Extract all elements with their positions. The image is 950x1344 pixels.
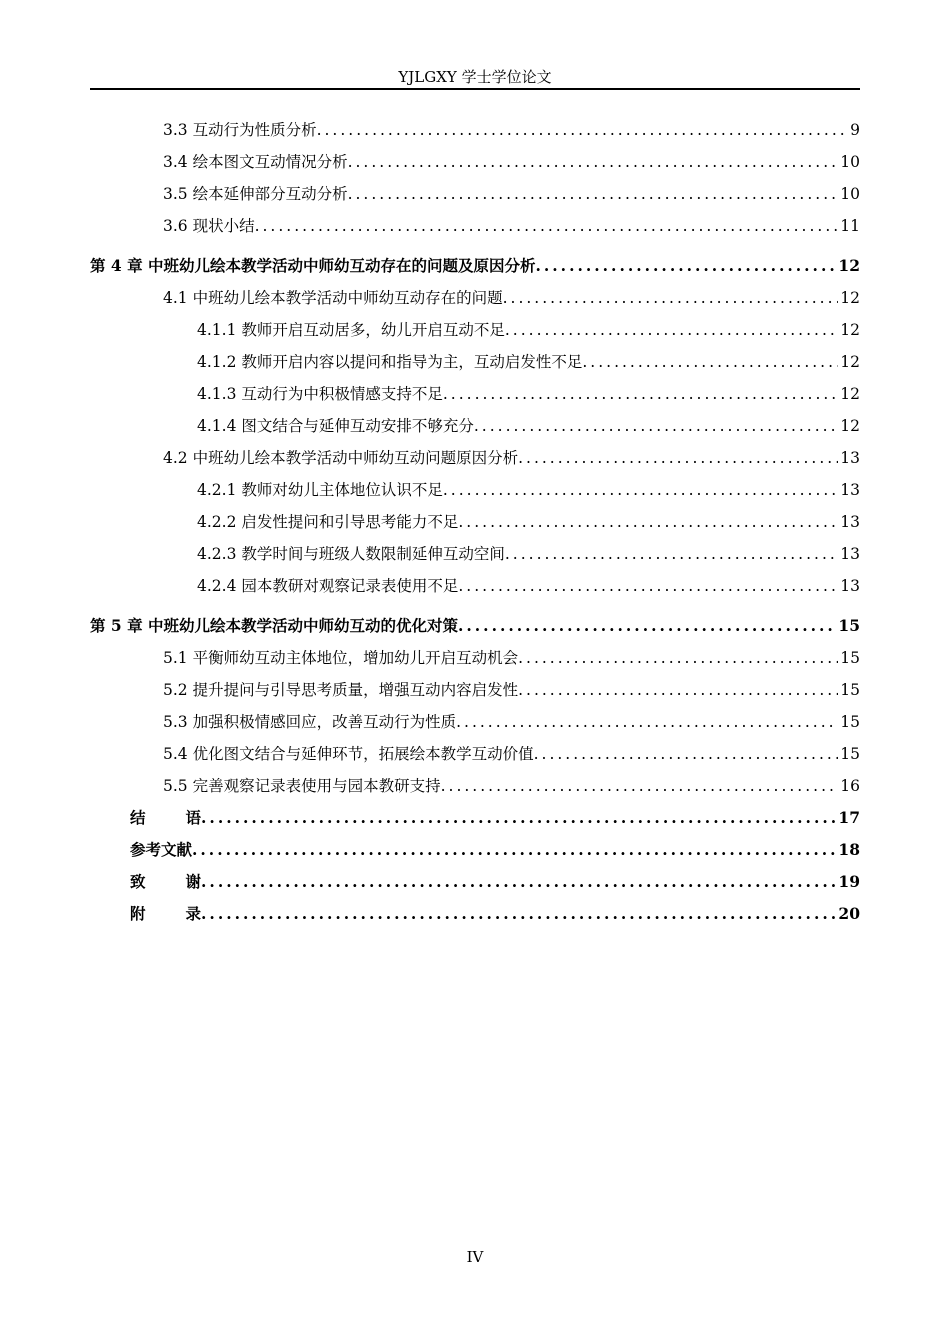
toc-entry-5-4[interactable]: [90, 738, 860, 770]
toc-entry-4-1[interactable]: [90, 282, 860, 314]
dot-leader: [192, 834, 836, 866]
toc-entry-page: 13: [840, 577, 860, 595]
toc-entry-3-5[interactable]: [90, 178, 860, 210]
toc-entry-4-1-1[interactable]: [90, 314, 860, 346]
toc-entry-label: 3.5 绘本延伸部分互动分析: [163, 185, 348, 203]
toc-entry-page: 19: [838, 872, 860, 891]
toc-entry-page: 20: [838, 904, 860, 923]
toc-entry-page: 13: [840, 449, 860, 467]
toc-entry-page: 13: [840, 545, 860, 563]
toc-entry-page: 15: [840, 745, 860, 763]
toc-entry-conclusion[interactable]: [90, 802, 860, 834]
toc-entry-page: 11: [840, 217, 860, 235]
header-rule: [90, 88, 860, 90]
toc-entry-label: 3.4 绘本图文互动情况分析: [163, 153, 348, 171]
toc-entry-label: 3.3 互动行为性质分析: [163, 121, 317, 139]
toc-entry-label: 参考文献: [130, 840, 193, 859]
toc-entry-page: 10: [840, 185, 860, 203]
dot-leader: [518, 442, 838, 474]
toc-entry-label: 第 4 章 中班幼儿绘本教学活动中师幼互动存在的问题及原因分析: [90, 256, 536, 275]
dot-leader: [348, 146, 839, 178]
dot-leader: [582, 346, 838, 378]
toc-entry-page: 16: [840, 777, 860, 795]
toc-entry-label: 4.1.2 教师开启内容以提问和指导为主，互动启发性不足: [197, 353, 583, 371]
toc-entry-4-2-3[interactable]: [90, 538, 860, 570]
dot-leader: [534, 738, 839, 770]
toc-entry-page: 12: [840, 321, 860, 339]
toc-entry-label: 5.5 完善观察记录表使用与园本教研支持: [163, 777, 441, 795]
toc-entry-chapter-5[interactable]: [90, 610, 860, 642]
toc-entry-acknowledgements[interactable]: [90, 866, 860, 898]
toc-entry-page: 12: [838, 256, 860, 275]
toc-entry-page: 12: [840, 385, 860, 403]
toc-entry-label: 5.2 提升提问与引导思考质量，增强互动内容启发性: [163, 681, 519, 699]
toc-entry-page: 15: [840, 681, 860, 699]
toc-entry-label: 4.1 中班幼儿绘本教学活动中师幼互动存在的问题: [163, 289, 503, 307]
toc-entry-3-3[interactable]: [90, 114, 860, 146]
toc-entry-page: 15: [838, 616, 860, 635]
toc-entry-label: 结 语: [130, 808, 202, 827]
dot-leader: [503, 282, 839, 314]
toc-entry-3-4[interactable]: [90, 146, 860, 178]
toc-entry-page: 12: [840, 417, 860, 435]
dot-leader: [201, 866, 836, 898]
toc-entry-page: 15: [840, 649, 860, 667]
dot-leader: [474, 410, 838, 442]
toc-entry-label: 4.2.2 启发性提问和引导思考能力不足: [197, 513, 459, 531]
toc-entry-label: 5.1 平衡师幼互动主体地位，增加幼儿开启互动机会: [163, 649, 519, 667]
toc-entry-label: 4.2.4 园本教研对观察记录表使用不足: [197, 577, 459, 595]
toc-entry-page: 9: [850, 121, 860, 139]
dot-leader: [201, 802, 836, 834]
toc-entry-references[interactable]: [90, 834, 860, 866]
dot-leader: [443, 378, 838, 410]
toc-entry-4-2-2[interactable]: [90, 506, 860, 538]
dot-leader: [505, 538, 838, 570]
toc-entry-label: 5.3 加强积极情感回应，改善互动行为性质: [163, 713, 457, 731]
toc-entry-4-1-3[interactable]: [90, 378, 860, 410]
toc-entry-label: 4.1.1 教师开启互动居多，幼儿开启互动不足: [197, 321, 505, 339]
toc-entry-page: 12: [840, 289, 860, 307]
toc-entry-label: 第 5 章 中班幼儿绘本教学活动中师幼互动的优化对策: [90, 616, 458, 635]
toc-entry-label: 4.2.3 教学时间与班级人数限制延伸互动空间: [197, 545, 505, 563]
toc-entry-4-2-1[interactable]: [90, 474, 860, 506]
dot-leader: [348, 178, 839, 210]
toc-entry-page: 13: [840, 481, 860, 499]
dot-leader: [535, 250, 836, 282]
toc-entry-4-1-4[interactable]: [90, 410, 860, 442]
toc-entry-label: 致 谢: [130, 872, 202, 891]
dot-leader: [505, 314, 838, 346]
toc-entry-4-2-4[interactable]: [90, 570, 860, 602]
toc-entry-page: 18: [838, 840, 860, 859]
running-header: YJLGXY 学士学位论文: [398, 68, 552, 86]
dot-leader: [441, 770, 839, 802]
toc-entry-appendix[interactable]: [90, 898, 860, 930]
table-of-contents: [90, 114, 860, 930]
dot-leader: [201, 898, 836, 930]
toc-entry-label: 4.2.1 教师对幼儿主体地位认识不足: [197, 481, 443, 499]
dot-leader: [456, 706, 838, 738]
toc-entry-4-2[interactable]: [90, 442, 860, 474]
toc-entry-page: 10: [840, 153, 860, 171]
toc-entry-5-2[interactable]: [90, 674, 860, 706]
toc-entry-page: 12: [840, 353, 860, 371]
toc-entry-label: 4.1.4 图文结合与延伸互动安排不够充分: [197, 417, 474, 435]
toc-entry-page: 13: [840, 513, 860, 531]
dot-leader: [317, 114, 849, 146]
dot-leader: [518, 642, 838, 674]
dot-leader: [255, 210, 839, 242]
toc-entry-label: 附 录: [130, 904, 202, 923]
toc-entry-page: 15: [840, 713, 860, 731]
dot-leader: [458, 506, 838, 538]
toc-entry-page: 17: [838, 808, 860, 827]
toc-entry-4-1-2[interactable]: [90, 346, 860, 378]
toc-entry-5-3[interactable]: [90, 706, 860, 738]
toc-entry-5-5[interactable]: [90, 770, 860, 802]
toc-entry-chapter-4[interactable]: [90, 250, 860, 282]
page-number: IV: [466, 1248, 484, 1266]
dot-leader: [443, 474, 838, 506]
toc-entry-3-6[interactable]: [90, 210, 860, 242]
toc-entry-label: 4.1.3 互动行为中积极情感支持不足: [197, 385, 443, 403]
toc-entry-5-1[interactable]: [90, 642, 860, 674]
toc-entry-label: 3.6 现状小结: [163, 217, 255, 235]
dot-leader: [458, 570, 838, 602]
toc-entry-label: 4.2 中班幼儿绘本教学活动中师幼互动问题原因分析: [163, 449, 519, 467]
toc-entry-label: 5.4 优化图文结合与延伸环节，拓展绘本教学互动价值: [163, 745, 534, 763]
dot-leader: [458, 610, 836, 642]
dot-leader: [518, 674, 838, 706]
